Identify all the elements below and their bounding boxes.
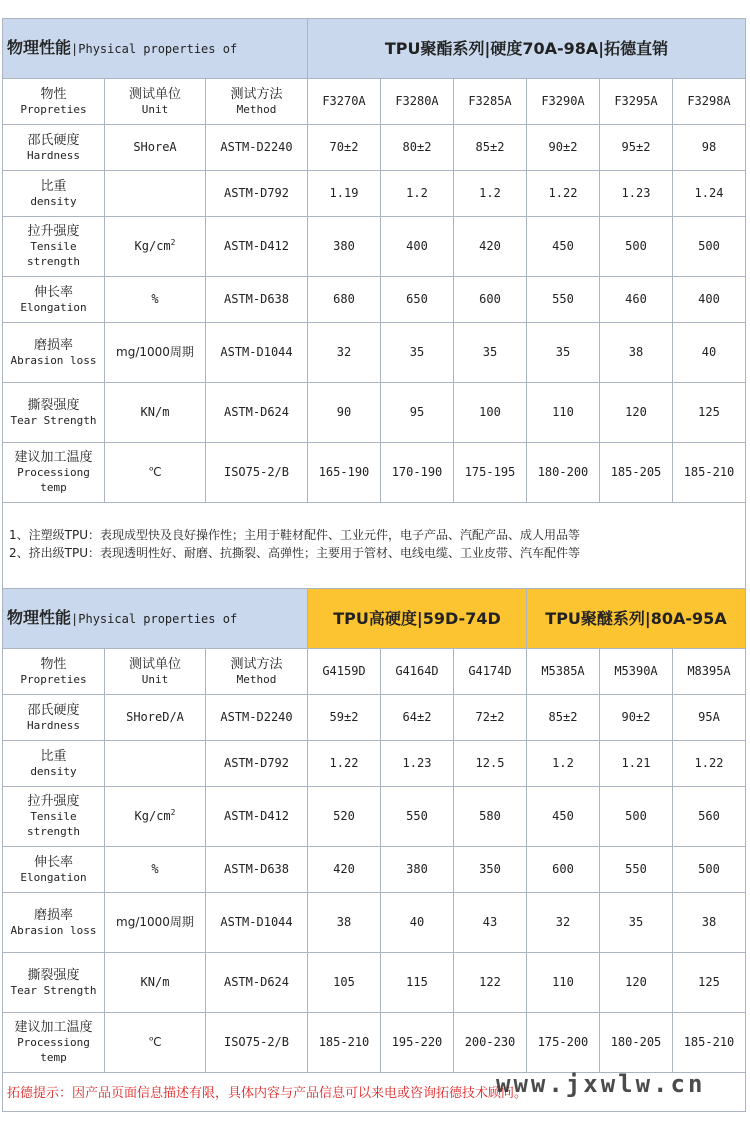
model-header: M8395A <box>673 649 746 695</box>
value-cell: 380 <box>381 847 454 893</box>
property-name-cn: 磨损率 <box>33 907 73 923</box>
model-header: G4159D <box>308 649 381 695</box>
value-cell: 380 <box>308 217 381 277</box>
unit-cell: KN/m <box>105 953 206 1013</box>
table-row <box>3 125 746 171</box>
value-cell: 38 <box>308 893 381 953</box>
value-cell: 420 <box>308 847 381 893</box>
value-cell: 500 <box>673 847 746 893</box>
note-extrusion: 2、挤出级TPU：表现透明性好、耐磨、抗撕裂、高弹性；主要用于管材、电线电缆、工业皮带、汽车配件等 <box>9 546 580 560</box>
property-name-cn: 邵氏硬度 <box>27 702 80 718</box>
unit-cell: KN/m <box>105 383 206 443</box>
value-cell: 1.2 <box>454 171 527 217</box>
method-cell: ISO75-2/B <box>206 443 308 503</box>
col-header-property: 物性 Propreties <box>3 649 105 695</box>
value-cell: 460 <box>600 277 673 323</box>
unit-cell: % <box>105 847 206 893</box>
unit-cell <box>105 171 206 217</box>
series-title: TPU聚酯系列|硬度70A-98A|拓德直销 <box>308 19 746 79</box>
property-name-en: density <box>30 764 77 778</box>
property-name <box>3 741 105 787</box>
value-cell: 105 <box>308 953 381 1013</box>
value-cell: 580 <box>454 787 527 847</box>
table-row <box>3 893 746 953</box>
value-cell: 680 <box>308 277 381 323</box>
method-cell: ASTM-D1044 <box>206 893 308 953</box>
unit-cell: ℃ <box>105 1013 206 1073</box>
value-cell: 43 <box>454 893 527 953</box>
value-cell: 12.5 <box>454 741 527 787</box>
value-cell: 80±2 <box>381 125 454 171</box>
unit-cell: $Kg/cm^2$ <box>105 217 206 277</box>
model-header: F3298A <box>673 79 746 125</box>
value-cell: 400 <box>673 277 746 323</box>
model-header: G4174D <box>454 649 527 695</box>
property-name-cn: 伸长率 <box>33 284 73 300</box>
value-cell: 185-205 <box>600 443 673 503</box>
value-cell: 38 <box>673 893 746 953</box>
property-name-cn: 拉升强度 <box>27 224 80 239</box>
value-cell: 110 <box>527 953 600 1013</box>
value-cell: 35 <box>600 893 673 953</box>
value-cell: 1.22 <box>308 741 381 787</box>
value-cell: 35 <box>381 323 454 383</box>
value-cell: 650 <box>381 277 454 323</box>
value-cell: 95 <box>381 383 454 443</box>
model-header: F3295A <box>600 79 673 125</box>
property-name-cn: 磨损率 <box>33 337 73 353</box>
property-name-cn: 邵氏硬度 <box>27 132 80 148</box>
value-cell: 95±2 <box>600 125 673 171</box>
value-cell: 59±2 <box>308 695 381 741</box>
col-header-method: 测试方法 Method <box>206 649 308 695</box>
unit-cell: SHoreA <box>105 125 206 171</box>
value-cell: 35 <box>454 323 527 383</box>
value-cell: 600 <box>527 847 600 893</box>
method-cell: ASTM-D2240 <box>206 125 308 171</box>
property-name-cn: 比重 <box>40 178 67 194</box>
value-cell: 64±2 <box>381 695 454 741</box>
value-cell: 450 <box>527 787 600 847</box>
value-cell: 85±2 <box>527 695 600 741</box>
value-cell: 1.23 <box>600 171 673 217</box>
value-cell: 38 <box>600 323 673 383</box>
model-header: M5390A <box>600 649 673 695</box>
unit-cell: mg/1000周期 <box>105 893 206 953</box>
property-name-en: Tensile strength <box>27 240 80 268</box>
value-cell: 500 <box>600 217 673 277</box>
table-row <box>3 695 746 741</box>
property-name-cn: 比重 <box>40 748 67 764</box>
property-name-cn: 建议加工温度 <box>14 450 93 465</box>
value-cell: 550 <box>600 847 673 893</box>
property-name <box>3 1013 105 1073</box>
table-row <box>3 171 746 217</box>
value-cell: 115 <box>381 953 454 1013</box>
table-row <box>3 323 746 383</box>
col-header-property: 物性 Propreties <box>3 79 105 125</box>
col-header-unit: 测试单位 Unit <box>105 79 206 125</box>
value-cell: 85±2 <box>454 125 527 171</box>
property-name <box>3 125 105 171</box>
contact-tip: 拓德提示：因产品页面信息描述有限，具体内容与产品信息可以来电或咨询拓德技术顾问。 <box>2 1072 746 1112</box>
value-cell: 125 <box>673 953 746 1013</box>
value-cell: 450 <box>527 217 600 277</box>
property-name-en: Abrasion loss <box>10 353 97 367</box>
property-name <box>3 323 105 383</box>
value-cell: 1.22 <box>673 741 746 787</box>
table-row <box>3 1013 746 1073</box>
value-cell: 40 <box>381 893 454 953</box>
property-name-en: Elongation <box>20 870 87 884</box>
unit-cell: mg/1000周期 <box>105 323 206 383</box>
property-name-en: Abrasion loss <box>10 923 97 937</box>
value-cell: 600 <box>454 277 527 323</box>
property-name <box>3 383 105 443</box>
table-title: 物理性能|Physical properties of <box>3 589 308 649</box>
value-cell: 180-205 <box>600 1013 673 1073</box>
method-cell: ASTM-D412 <box>206 787 308 847</box>
property-name-en: Tensile strength <box>27 810 80 838</box>
value-cell: 350 <box>454 847 527 893</box>
property-name-en: Elongation <box>20 300 87 314</box>
unit-cell: SHoreD/A <box>105 695 206 741</box>
value-cell: 1.24 <box>673 171 746 217</box>
property-name <box>3 277 105 323</box>
property-name-en: Tear Strength <box>10 413 97 427</box>
property-name <box>3 695 105 741</box>
site-watermark: www.jxwlw.cn <box>496 1070 706 1098</box>
method-cell: ASTM-D624 <box>206 383 308 443</box>
model-header: F3285A <box>454 79 527 125</box>
properties-table-polyester <box>2 18 746 503</box>
property-name-cn: 撕裂强度 <box>27 397 80 413</box>
property-name <box>3 171 105 217</box>
value-cell: 500 <box>673 217 746 277</box>
value-cell: 100 <box>454 383 527 443</box>
value-cell: 120 <box>600 953 673 1013</box>
value-cell: 110 <box>527 383 600 443</box>
usage-notes <box>2 502 746 588</box>
value-cell: 32 <box>308 323 381 383</box>
value-cell: 120 <box>600 383 673 443</box>
table-row <box>3 741 746 787</box>
value-cell: 32 <box>527 893 600 953</box>
model-header: G4164D <box>381 649 454 695</box>
value-cell: 185-210 <box>308 1013 381 1073</box>
property-name-en: Hardness <box>27 148 80 162</box>
value-cell: 125 <box>673 383 746 443</box>
value-cell: 98 <box>673 125 746 171</box>
value-cell: 175-200 <box>527 1013 600 1073</box>
model-header: M5385A <box>527 649 600 695</box>
value-cell: 72±2 <box>454 695 527 741</box>
value-cell: 185-210 <box>673 1013 746 1073</box>
value-cell: 35 <box>527 323 600 383</box>
unit-cell <box>105 741 206 787</box>
col-header-method: 测试方法 Method <box>206 79 308 125</box>
value-cell: 1.22 <box>527 171 600 217</box>
column-header-row <box>3 79 746 125</box>
value-cell: 520 <box>308 787 381 847</box>
value-cell: 550 <box>527 277 600 323</box>
table-row <box>3 277 746 323</box>
property-name-cn: 拉升强度 <box>27 794 80 809</box>
property-name <box>3 217 105 277</box>
property-name-en: Processiong temp <box>17 466 90 494</box>
table-row <box>3 383 746 443</box>
value-cell: 500 <box>600 787 673 847</box>
method-cell: ASTM-D638 <box>206 277 308 323</box>
column-header-row <box>3 649 746 695</box>
value-cell: 90±2 <box>527 125 600 171</box>
table-row <box>3 847 746 893</box>
property-name-en: Tear Strength <box>10 983 97 997</box>
property-name <box>3 893 105 953</box>
method-cell: ASTM-D638 <box>206 847 308 893</box>
property-name <box>3 847 105 893</box>
value-cell: 420 <box>454 217 527 277</box>
unit-cell: % <box>105 277 206 323</box>
value-cell: 1.21 <box>600 741 673 787</box>
properties-table-high-hardness-polyether <box>2 588 746 1073</box>
value-cell: 1.2 <box>527 741 600 787</box>
method-cell: ASTM-D2240 <box>206 695 308 741</box>
property-name <box>3 787 105 847</box>
series-title-polyether: TPU聚醚系列|80A-95A <box>527 589 746 649</box>
model-header: F3280A <box>381 79 454 125</box>
note-injection: 1、注塑级TPU：表现成型快及良好操作性；主用于鞋材配件、工业元件，电子产品、汽配产品、成人用品等 <box>9 528 580 542</box>
property-name-cn: 撕裂强度 <box>27 967 80 983</box>
value-cell: 400 <box>381 217 454 277</box>
property-name-en: Processiong temp <box>17 1036 90 1064</box>
property-name-cn: 伸长率 <box>33 854 73 870</box>
value-cell: 90±2 <box>600 695 673 741</box>
model-header: F3290A <box>527 79 600 125</box>
table-row <box>3 443 746 503</box>
value-cell: 122 <box>454 953 527 1013</box>
property-name <box>3 953 105 1013</box>
series-title-high-hardness: TPU高硬度|59D-74D <box>308 589 527 649</box>
value-cell: 165-190 <box>308 443 381 503</box>
property-name <box>3 443 105 503</box>
method-cell: ASTM-D792 <box>206 171 308 217</box>
col-header-unit: 测试单位 Unit <box>105 649 206 695</box>
value-cell: 70±2 <box>308 125 381 171</box>
method-cell: ASTM-D412 <box>206 217 308 277</box>
method-cell: ASTM-D1044 <box>206 323 308 383</box>
method-cell: ASTM-D624 <box>206 953 308 1013</box>
property-name-cn: 建议加工温度 <box>14 1020 93 1035</box>
value-cell: 175-195 <box>454 443 527 503</box>
unit-cell: $Kg/cm^2$ <box>105 787 206 847</box>
property-name-en: density <box>30 194 77 208</box>
value-cell: 180-200 <box>527 443 600 503</box>
value-cell: 200-230 <box>454 1013 527 1073</box>
value-cell: 195-220 <box>381 1013 454 1073</box>
model-header: F3270A <box>308 79 381 125</box>
value-cell: 1.23 <box>381 741 454 787</box>
value-cell: 40 <box>673 323 746 383</box>
value-cell: 1.2 <box>381 171 454 217</box>
unit-cell: ℃ <box>105 443 206 503</box>
table-row <box>3 787 746 847</box>
value-cell: 95A <box>673 695 746 741</box>
value-cell: 560 <box>673 787 746 847</box>
value-cell: 1.19 <box>308 171 381 217</box>
table-row <box>3 217 746 277</box>
value-cell: 185-210 <box>673 443 746 503</box>
table-row <box>3 953 746 1013</box>
value-cell: 550 <box>381 787 454 847</box>
table-title: 物理性能|Physical properties of <box>3 19 308 79</box>
value-cell: 90 <box>308 383 381 443</box>
method-cell: ISO75-2/B <box>206 1013 308 1073</box>
property-name-en: Hardness <box>27 718 80 732</box>
method-cell: ASTM-D792 <box>206 741 308 787</box>
value-cell: 170-190 <box>381 443 454 503</box>
